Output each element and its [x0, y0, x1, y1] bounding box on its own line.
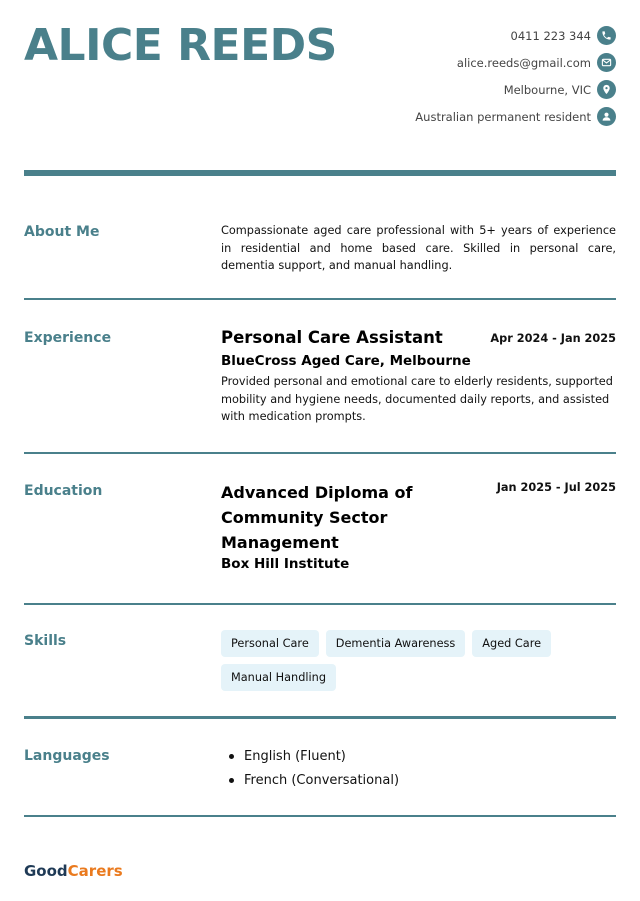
- section-divider: [24, 298, 616, 300]
- skill-chip: Manual Handling: [221, 664, 336, 691]
- location-pin-icon: [597, 80, 616, 99]
- contact-location: [316, 76, 616, 103]
- location-text: Melbourne, VIC: [503, 82, 591, 97]
- experience-section: [24, 328, 616, 428]
- job-title: Personal Care Assistant: [221, 328, 443, 347]
- section-divider: [24, 603, 616, 605]
- education-section: [24, 480, 616, 580]
- about-title: About Me: [24, 224, 100, 240]
- contact-residency: [316, 103, 616, 130]
- brand-part-2: Carers: [67, 862, 123, 880]
- skill-chip: Aged Care: [472, 630, 551, 657]
- header-divider: [24, 170, 616, 176]
- education-title: Education: [24, 483, 103, 499]
- section-divider: [24, 452, 616, 454]
- phone-icon: [597, 26, 616, 45]
- person-icon: [597, 107, 616, 126]
- degree-title: Advanced Diploma of Community Sector Management: [221, 483, 413, 552]
- phone-text: 0411 223 344: [510, 28, 591, 43]
- contact-email: [316, 49, 616, 76]
- bullet-icon: [229, 754, 234, 759]
- skills-list: [221, 630, 616, 698]
- about-text: Compassionate aged care professional with 5+ years of experience in residential and home based care. Skilled in personal care, dementia support, and manual handling.: [221, 224, 616, 272]
- language-text: French (Conversational): [244, 772, 400, 788]
- email-icon: [597, 53, 616, 72]
- brand-logo: [24, 862, 123, 880]
- languages-section: [24, 744, 616, 800]
- residency-text: Australian permanent resident: [415, 109, 591, 124]
- about-section: [24, 222, 616, 282]
- employer: BlueCross Aged Care, Melbourne: [221, 353, 471, 369]
- bullet-icon: [229, 778, 234, 783]
- education-dates: Jan 2025 - Jul 2025: [496, 481, 616, 494]
- language-item: [221, 744, 616, 768]
- languages-title: Languages: [24, 748, 110, 764]
- experience-title: Experience: [24, 330, 112, 346]
- skills-title: Skills: [24, 633, 67, 649]
- section-divider: [24, 716, 616, 719]
- job-description: Provided personal and emotional care to elderly residents, supported mobility and hygiene needs, documented daily reports, and assisted with medication prompts.: [221, 375, 613, 423]
- skills-section: [24, 630, 616, 700]
- contact-block: [316, 22, 616, 130]
- language-item: [221, 768, 616, 792]
- candidate-name: ALICE REEDS: [24, 20, 337, 71]
- language-text: English (Fluent): [244, 748, 346, 764]
- institution: Box Hill Institute: [221, 556, 350, 572]
- section-divider: [24, 815, 616, 817]
- skill-chip: Dementia Awareness: [326, 630, 466, 657]
- email-text: alice.reeds@gmail.com: [456, 55, 591, 70]
- experience-dates: Apr 2024 - Jan 2025: [490, 332, 616, 345]
- skill-chip: Personal Care: [221, 630, 319, 657]
- languages-list: [221, 744, 616, 792]
- brand-part-1: Good: [24, 862, 68, 880]
- contact-phone: [316, 22, 616, 49]
